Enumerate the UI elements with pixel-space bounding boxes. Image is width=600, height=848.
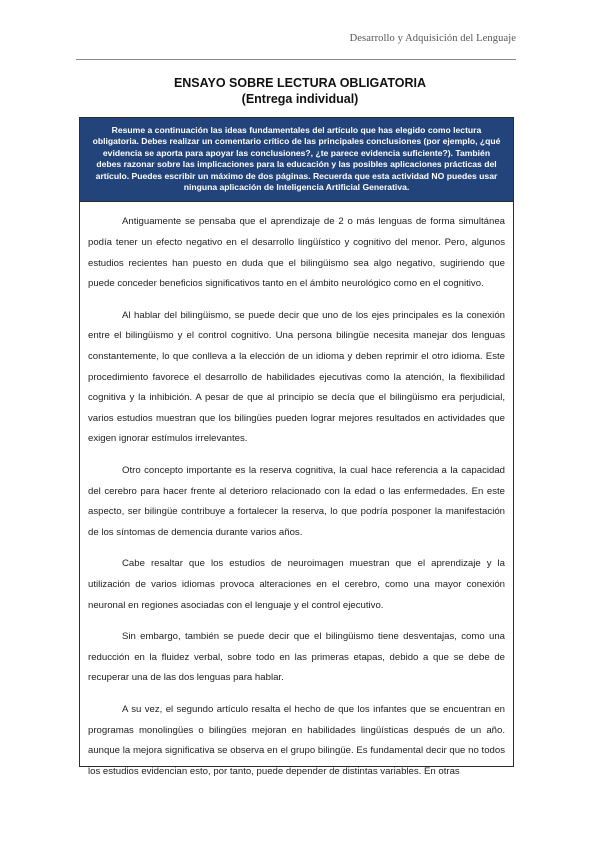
essay-paragraph: Otro concepto importante es la reserva cognitiva, la cual hace referencia a la capacidad del cerebro para hacer frente al deterioro relacionado con la edad o las enfermedades. En este aspecto, ser bilingüe contribuye a fortalecer la reserva, lo que podría posponer la manifestación de los síntomas de demencia durante varios años. — [88, 464, 505, 538]
title-main: ENSAYO SOBRE LECTURA OBLIGATORIA — [173, 76, 427, 90]
header-divider — [76, 59, 516, 60]
running-header: Desarrollo y Adquisición del Lenguaje — [349, 33, 516, 44]
essay-paragraph: Al hablar del bilingüismo, se puede decir que uno de los ejes principales es la conexión entre el bilingüismo y el control cognitivo. Una persona bilingüe necesita manejar dos lenguas constantemente, lo que conlleva a la elección de un idioma y deben reprimir el otro idioma. Este procedimiento favorece el desarrollo de habilidades ejecutivas como la atención, la flexibilidad cognitiva y la inhibición. A pesar de que al principio se decía que el bilingüismo era perjudicial, varios estudios muestran que los bilingües pueden lograr mejores resultados en actividades que exigen ignorar estímulos irrelevantes. — [88, 309, 505, 445]
essay-frame — [79, 117, 514, 777]
essay-body — [80, 212, 513, 782]
title-subtitle: (Entrega individual) — [241, 92, 359, 106]
instructions-box: Resume a continuación las ideas fundamentales del artículo que has elegido como lectura obligatoria. Debes realizar un comentario crítico de las principales conclusiones (por ejemplo, ¿qué evidencia se aporta para apoyar las conclusiones?, ¿te parece evidencia suficiente?). También debes razonar sobre las implicaciones para la educación y las posibles aplicaciones prácticas del artículo. Puedes escribir un máximo de dos páginas. Recuerda que esta actividad NO puedes usar ninguna aplicación de Inteligencia Artificial Generativa. — [80, 118, 513, 202]
essay-paragraph: Sin embargo, también se puede decir que el bilingüismo tiene desventajas, como una reducción en la fluidez verbal, sobre todo en las primeras etapas, debido a que se debe de recuperar una de las dos lenguas para hablar. — [88, 631, 505, 684]
essay-paragraph: Antiguamente se pensaba que el aprendizaje de 2 o más lenguas de forma simultánea podía tener un efecto negativo en el desarrollo lingüístico y cognitivo del menor. Pero, algunos estudios recientes han puesto en duda que el bilingüismo sea algo negativo, sugiriendo que puede conceder beneficios significativos tanto en el ámbito neurológico como en el cognitivo. — [88, 216, 505, 290]
essay-paragraph: Cabe resaltar que los estudios de neuroimagen muestran que el aprendizaje y la utilización de varios idiomas provoca alteraciones en el cerebro, como una mayor conexión neuronal en regiones asociadas con el lenguaje y el control ejecutivo. — [88, 558, 505, 611]
page-title — [76, 75, 524, 107]
essay-paragraph: A su vez, el segundo artículo resalta el hecho de que los infantes que se encuentran en programas monolingües o bilingües mejoran en habilidades lingüísticas después de un año. aunque la mejora significativa se observa en el grupo bilingüe. Es fundamental decir que no todos los estudios evidencian esto, por tanto, puede depender de distintas variables. En otras — [88, 703, 505, 777]
